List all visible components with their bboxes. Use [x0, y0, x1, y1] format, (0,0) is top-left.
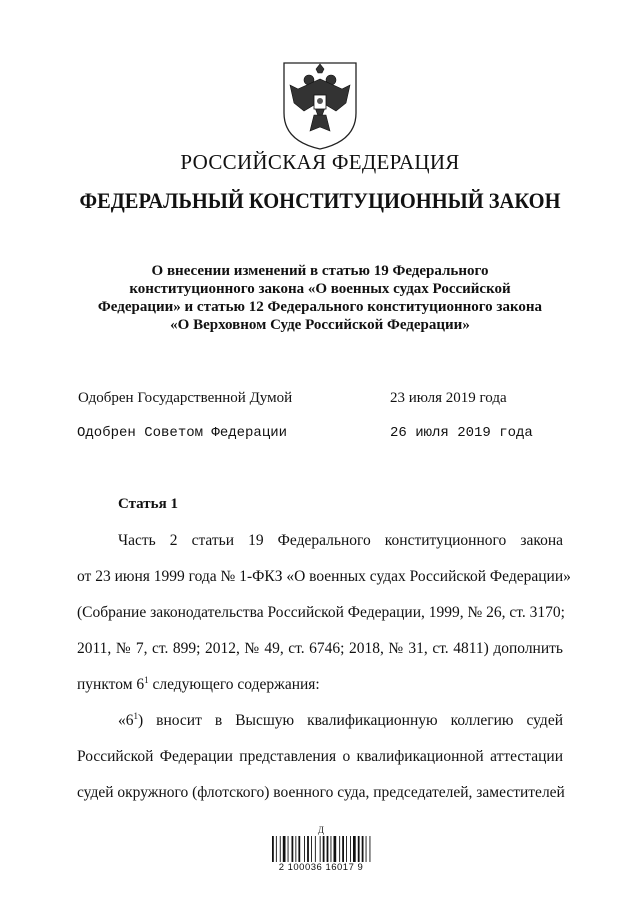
barcode-bar [358, 836, 360, 862]
barcode-bar [280, 836, 281, 862]
body-text-part: ) вносит в Высшую квалификационную коллегию судей [138, 712, 563, 729]
barcode-bar [295, 836, 296, 862]
barcode-bar [350, 836, 351, 862]
approval-duma-date: 23 июля 2019 года [390, 390, 507, 406]
law-title-line: конституционного закона «О военных судах Российской [129, 281, 511, 297]
country-heading: РОССИЙСКАЯ ФЕДЕРАЦИЯ [180, 150, 460, 174]
body-line: Российской Федерации представления о квалификационной аттестации [77, 748, 563, 765]
barcode-bar [334, 836, 337, 862]
barcode-bar [298, 836, 300, 862]
body-line: Часть 2 статьи 19 Федерального конституционного закона [118, 532, 563, 549]
barcode-bar [331, 836, 332, 862]
barcode-bar [283, 836, 286, 862]
body-line: (Собрание законодательства Российской Федерации, 1999, № 26, ст. 3170; [77, 604, 565, 621]
barcode-bar [353, 836, 356, 862]
barcode-bar [327, 836, 329, 862]
article-body [77, 523, 571, 811]
barcode-bar [342, 836, 344, 862]
superscript: 1 [133, 711, 138, 721]
barcode-number: 2 100036 16017 9 [278, 862, 364, 873]
barcode-bar [307, 836, 309, 862]
law-title-line: «О Верховном Суде Российской Федерации» [170, 317, 470, 333]
body-text-part: следующего содержания: [148, 676, 320, 693]
barcode-bar [292, 836, 294, 862]
barcode-bar [304, 836, 305, 862]
body-line: судей окружного (флотского) военного суда, председателей, заместителей [77, 784, 565, 801]
body-line [77, 667, 563, 703]
article-heading: Статья 1 [118, 496, 178, 512]
approval-duma-label: Одобрен Государственной Думой [78, 390, 293, 406]
body-line: 2011, № 7, ст. 899; 2012, № 49, ст. 6746; 2018, № 31, ст. 4811) дополнить [77, 640, 563, 657]
body-text-part: пунктом 6 [77, 676, 145, 693]
barcode-bar [288, 836, 289, 862]
barcode-bar [323, 836, 325, 862]
barcode-bar [370, 836, 371, 862]
law-title-line: О внесении изменений в статью 19 Федерального [151, 263, 489, 279]
body-line [77, 703, 563, 739]
approval-council-date: 26 июля 2019 года [390, 425, 533, 441]
barcode-mark: Д [317, 825, 325, 835]
coat-of-arms-emblem [276, 55, 364, 151]
body-line: от 23 июня 1999 года № 1-ФКЗ «О военных судах Российской Федерации» [77, 568, 571, 585]
barcode-bar [276, 836, 277, 862]
barcode-bar [362, 836, 364, 862]
barcode-bar [315, 836, 316, 862]
barcode-bar [320, 836, 321, 862]
approval-council-label: Одобрен Советом Федерации [77, 425, 288, 441]
law-title [60, 262, 580, 334]
barcode-bar [339, 836, 340, 862]
superscript: 1 [144, 675, 149, 685]
barcode-bar [311, 836, 312, 862]
document-type-heading: ФЕДЕРАЛЬНЫЙ КОНСТИТУЦИОННЫЙ ЗАКОН [79, 188, 561, 213]
body-text-part: «6 [118, 712, 134, 729]
barcode-bar [366, 836, 367, 862]
barcode-bar [272, 836, 274, 862]
barcode-bar [346, 836, 347, 862]
law-title-line: Федерации» и статью 12 Федерального конституционного закона [97, 299, 543, 315]
